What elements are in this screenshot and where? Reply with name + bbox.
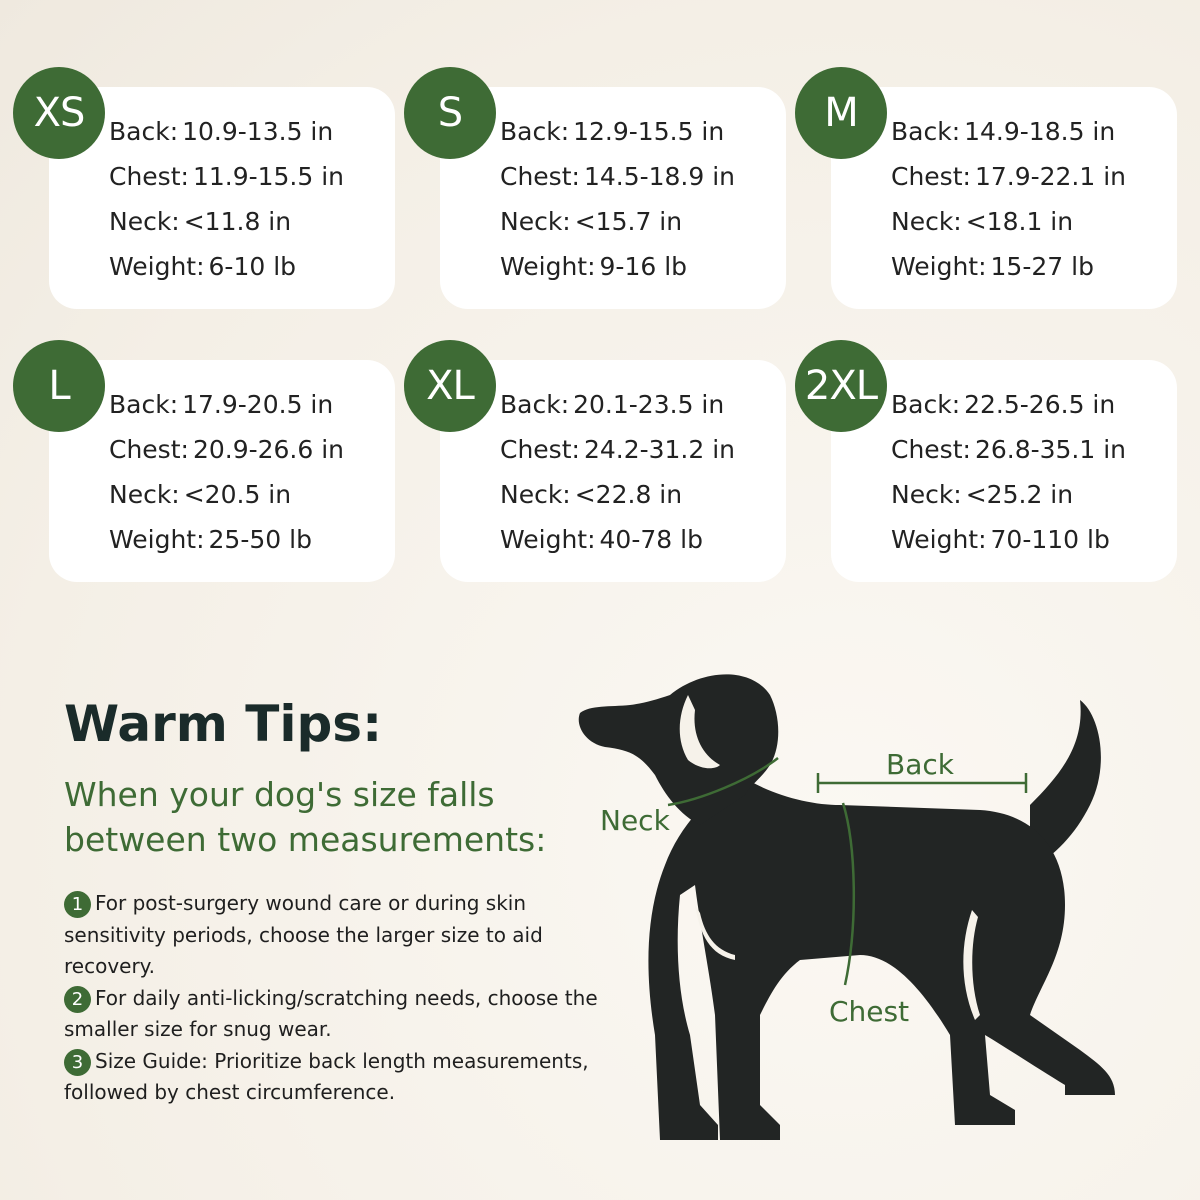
dog-silhouette xyxy=(579,674,1115,1140)
neck-value: <20.5 in xyxy=(183,480,292,509)
weight-label: Weight: xyxy=(500,525,596,554)
weight-label: Weight: xyxy=(891,252,987,281)
chest-value: 24.2-31.2 in xyxy=(583,435,736,464)
neck-label: Neck: xyxy=(109,480,180,509)
chest-label-diagram: Chest xyxy=(829,995,910,1028)
neck-label: Neck: xyxy=(109,207,180,236)
weight-value: 15-27 lb xyxy=(990,252,1094,281)
weight-value: 9-16 lb xyxy=(599,252,688,281)
back-value: 20.1-23.5 in xyxy=(573,390,725,419)
weight-label: Weight: xyxy=(109,252,205,281)
tip-number-badge: 2 xyxy=(64,986,91,1013)
back-value: 22.5-26.5 in xyxy=(964,390,1116,419)
dog-measurement-diagram xyxy=(560,655,1150,1175)
neck-label: Neck: xyxy=(891,207,962,236)
neck-value: <15.7 in xyxy=(574,207,683,236)
neck-value: <11.8 in xyxy=(183,207,292,236)
tips-list xyxy=(64,888,624,1109)
back-value: 12.9-15.5 in xyxy=(573,117,725,146)
chest-label: Chest: xyxy=(891,162,971,191)
weight-value: 40-78 lb xyxy=(599,525,703,554)
weight-label: Weight: xyxy=(891,525,987,554)
tip-text: For post-surgery wound care or during skin sensitivity periods, choose the larger size to aid recovery. xyxy=(64,891,543,978)
neck-label: Neck: xyxy=(891,480,962,509)
tip-item xyxy=(64,888,624,983)
tips-subtitle: When your dog's size falls between two measurements: xyxy=(64,775,547,859)
chest-value: 26.8-35.1 in xyxy=(974,435,1127,464)
chest-label: Chest: xyxy=(109,162,189,191)
weight-value: 70-110 lb xyxy=(990,525,1110,554)
back-label: Back: xyxy=(500,390,570,419)
neck-value: <22.8 in xyxy=(574,480,683,509)
size-badge-xl: XL xyxy=(404,340,496,432)
weight-label: Weight: xyxy=(109,525,205,554)
neck-label: Neck: xyxy=(500,480,571,509)
neck-label: Neck: xyxy=(500,207,571,236)
tips-title: Warm Tips: xyxy=(64,695,383,753)
weight-label: Weight: xyxy=(500,252,596,281)
back-label: Back: xyxy=(891,390,961,419)
size-badge-s: S xyxy=(404,67,496,159)
tip-item xyxy=(64,983,624,1046)
chest-label: Chest: xyxy=(109,435,189,464)
size-badge-l: L xyxy=(13,340,105,432)
chest-label: Chest: xyxy=(500,162,580,191)
chest-value: 14.5-18.9 in xyxy=(583,162,736,191)
tip-item xyxy=(64,1046,624,1109)
weight-value: 25-50 lb xyxy=(208,525,312,554)
back-label: Back: xyxy=(500,117,570,146)
size-badge-xs: XS xyxy=(13,67,105,159)
back-value: 14.9-18.5 in xyxy=(964,117,1116,146)
tip-number-badge: 3 xyxy=(64,1049,91,1076)
neck-value: <25.2 in xyxy=(965,480,1074,509)
size-badge-2xl: 2XL xyxy=(795,340,887,432)
neck-value: <18.1 in xyxy=(965,207,1074,236)
back-label: Back: xyxy=(109,390,179,419)
tip-text: For daily anti-licking/scratching needs, choose the smaller size for snug wear. xyxy=(64,985,598,1041)
tip-number-badge: 1 xyxy=(64,891,91,918)
chest-label: Chest: xyxy=(891,435,971,464)
chest-value: 11.9-15.5 in xyxy=(192,162,345,191)
chest-label: Chest: xyxy=(500,435,580,464)
neck-label-diagram: Neck xyxy=(600,804,670,837)
back-label-diagram: Back xyxy=(886,748,954,781)
chest-value: 17.9-22.1 in xyxy=(974,162,1127,191)
back-label: Back: xyxy=(109,117,179,146)
back-label: Back: xyxy=(891,117,961,146)
back-value: 10.9-13.5 in xyxy=(182,117,334,146)
size-badge-m: M xyxy=(795,67,887,159)
tip-text: Size Guide: Prioritize back length measurements, followed by chest circumference. xyxy=(64,1048,589,1104)
back-value: 17.9-20.5 in xyxy=(182,390,334,419)
weight-value: 6-10 lb xyxy=(208,252,297,281)
chest-value: 20.9-26.6 in xyxy=(192,435,345,464)
